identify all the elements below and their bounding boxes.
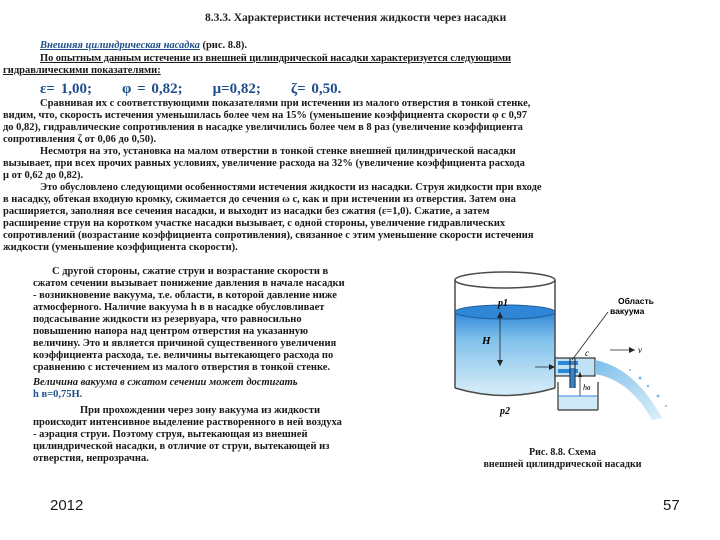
para4-line-9: сравнению с истечением из малого отверстия в тонкой стенке. — [33, 362, 331, 373]
para4-line-5: подсасывание жидкости из резервуара, что равносильно — [33, 314, 302, 325]
nozzle-figure — [430, 268, 692, 440]
param-epsilon: ε= 1,00; — [40, 81, 92, 97]
figure-caption-line-1: Рис. 8.8. Схема — [529, 447, 596, 458]
param-phi: φ = 0,82; — [121, 81, 183, 97]
footer-year: 2012 — [50, 497, 84, 514]
figure-caption — [440, 447, 685, 471]
para3-line-6: жидкости (уменьшение коэффициента скорости). — [3, 242, 238, 253]
page-title: 8.3.3. Характеристики истечения жидкости через насадки — [205, 12, 507, 24]
para3-line-5: сопротивлений (возрастание коэффициента сопротивления), связанное с этим уменьшение скорости истечения — [3, 230, 534, 241]
para1-line-1: Сравнивая их с соответствующими показателями при истечении из малого отверстия в тонкой стенке, — [40, 98, 531, 109]
jet — [595, 360, 662, 420]
intro-line-2: По опытным данным истечение из внешней цилиндрической насадки характеризуется следующими — [40, 53, 512, 64]
para1-line-3: до 0,82), гидравлические сопротивления в насадке увеличились более чем в 8 раз (увеличение коэффициента — [3, 122, 523, 133]
para1-line-4: сопротивления ζ от 0,06 до 0,50). — [3, 134, 157, 145]
label-H: H — [482, 335, 491, 347]
para4-line-1: С другой стороны, сжатие струи и возрастание скорости в — [52, 266, 329, 277]
para4-line-3: - возникновение вакуума, т.е. области, в которой давление ниже — [33, 290, 337, 301]
para4-line-7: величину. Это и является причиной существенного увеличения — [33, 338, 337, 349]
label-hv: hв — [583, 383, 591, 392]
intro-figure-ref: (рис. 8.8). — [199, 40, 247, 51]
para3-line-4: расширение струи на коротком участке насадки вызывает, с одной стороны, увеличение гидравлических — [3, 218, 506, 229]
para2-line-1: Несмотря на это, установка на малом отверстии в тонкой стенке внешней цилиндрической насадки — [40, 146, 516, 157]
para2-line-3: μ от 0,62 до 0,82). — [3, 170, 84, 181]
para5-line-2: происходит интенсивное выделение растворенного в ней воздуха — [33, 417, 342, 428]
label-v: v — [638, 345, 642, 355]
intro-line-3: гидравлическими показателями: — [3, 65, 161, 76]
para4-line-8: коэффициента расхода, т.е. величины вытекающего расхода по — [33, 350, 334, 361]
para4-line-2: сжатом сечении вызывает понижение давления в начале насадки — [33, 278, 345, 289]
para4-line-6: повышению напора над центром отверстия на указанную — [33, 326, 309, 337]
intro-line-1 — [40, 40, 247, 52]
velocity-arrow — [610, 347, 635, 353]
params-row — [40, 81, 341, 98]
label-p2: p2 — [500, 406, 510, 417]
para5-line-1: При прохождении через зону вакуума из жидкости — [80, 405, 321, 416]
intro-heading: Внешняя цилиндрическая насадка — [40, 40, 200, 51]
small-reservoir — [558, 382, 598, 410]
para5-line-3: - аэрация струи. Поэтому струя, вытекающая из внешней — [33, 429, 308, 440]
label-c: c — [585, 348, 589, 358]
label-vacuum-text: Область — [618, 296, 654, 306]
para3-line-1: Это обусловлено следующими особенностями истечения жидкости из насадки. Струя жидкости при входе — [40, 182, 542, 193]
para4-line-11: h в=0,75H. — [33, 389, 83, 400]
tank — [455, 272, 555, 396]
label-p1: p1 — [498, 298, 508, 309]
para5-line-5: отверстия, непрозрачна. — [33, 453, 149, 464]
para1-line-2: видим, что, скорость истечения уменьшилась более чем на 15% (уменьшение коэффициента скорости φ с 0,97 — [3, 110, 527, 121]
para4-line-4: атмосферного. Наличие вакуума h в в насадке обусловливает — [33, 302, 325, 313]
para2-line-2: вызывает, при всех прочих равных условиях, увеличение расхода на 32% (увеличение коэффициента расхода — [3, 158, 525, 169]
para5-line-4: цилиндрической насадки, в отличие от струи, вытекающей из — [33, 441, 330, 452]
label-vacuum — [610, 296, 654, 316]
page-number: 57 — [663, 497, 680, 514]
para3-line-2: в насадку, обтекая входную кромку, сжимается до сечения ω c, как и при истечении из отверстия. Затем она — [3, 194, 516, 205]
para3-line-3: расширяется, заполняя все сечения насадки, и выходит из насадки без сжатия (ε=1,0). Сжатие, а затем — [3, 206, 490, 217]
param-mu: μ=0,82; — [212, 81, 261, 97]
para4-line-10: Величина вакуума в сжатом сечении может достигать — [33, 377, 298, 388]
figure-caption-line-2: внешней цилиндрической насадки — [483, 459, 642, 470]
label-vacuum-text-2: вакуума — [610, 306, 645, 316]
param-zeta: ζ= 0,50. — [290, 81, 342, 97]
vacuum-leader — [572, 312, 608, 360]
